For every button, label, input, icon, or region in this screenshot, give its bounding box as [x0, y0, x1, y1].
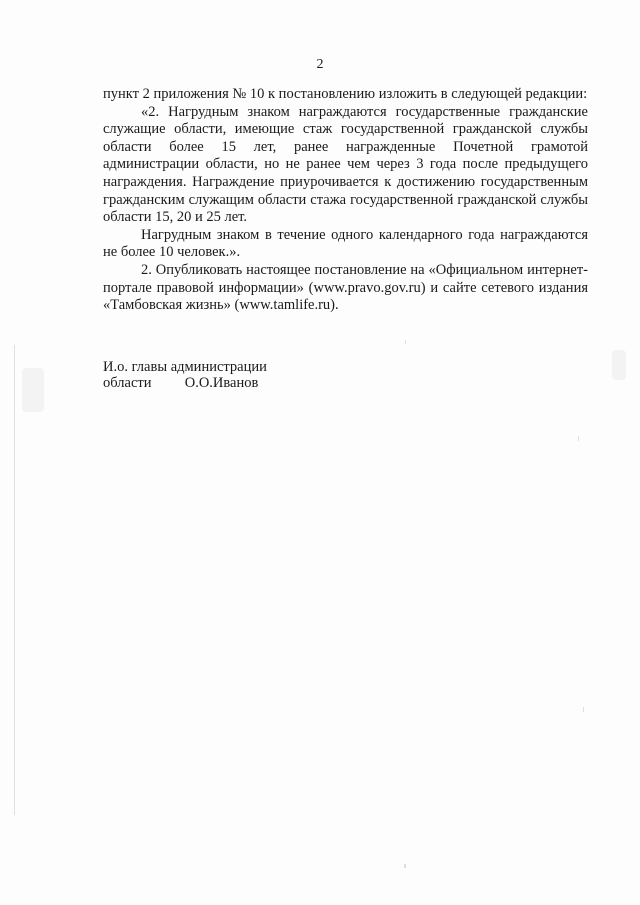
- paragraph-publication: 2. Опубликовать настоящее постановление на «Официальном интернет-портале правовой информации» (www.pravo.gov.ru) и сайте сетевого издания «Тамбовская жизнь» (www.tamlife.ru).: [103, 261, 588, 314]
- scan-artifact-dot: [405, 340, 406, 344]
- document-body: [103, 86, 588, 315]
- scan-artifact-dot: [404, 864, 406, 868]
- signatory-position-line2-row: [103, 375, 267, 391]
- paragraph-amendment-text: «2. Нагрудным знаком награждаются государственные гражданские служащие области, имеющие стаж государственной гражданской службы области более 15 лет, ранее награжденные Почетной грамотой администрации области, но не ранее чем через 3 года после предыдущего награждения. Награждение приурочивается к достижению государственным гражданским служащим области стажа государственной гражданской службы области 15, 20 и 25 лет.: [103, 103, 588, 226]
- signatory-name: О.О.Иванов: [184, 375, 259, 391]
- paragraph-amendment-intro: пункт 2 приложения № 10 к постановлению изложить в следующей редакции:: [103, 86, 588, 102]
- signature-block: [103, 359, 267, 391]
- page-number: 2: [316, 57, 324, 72]
- signatory-position-line2: области: [103, 375, 152, 391]
- scan-artifact-left-smudge: [22, 368, 44, 412]
- scan-artifact-dot: [578, 436, 579, 441]
- scan-artifact-left-edge: [14, 345, 15, 815]
- scan-artifact-right-smudge: [612, 350, 626, 380]
- paragraph-award-limit: Нагрудным знаком в течение одного календарного года награждаются не более 10 человек.».: [103, 226, 588, 261]
- signatory-position-line1: И.о. главы администрации: [103, 359, 267, 375]
- scan-artifact-dot: [583, 707, 584, 712]
